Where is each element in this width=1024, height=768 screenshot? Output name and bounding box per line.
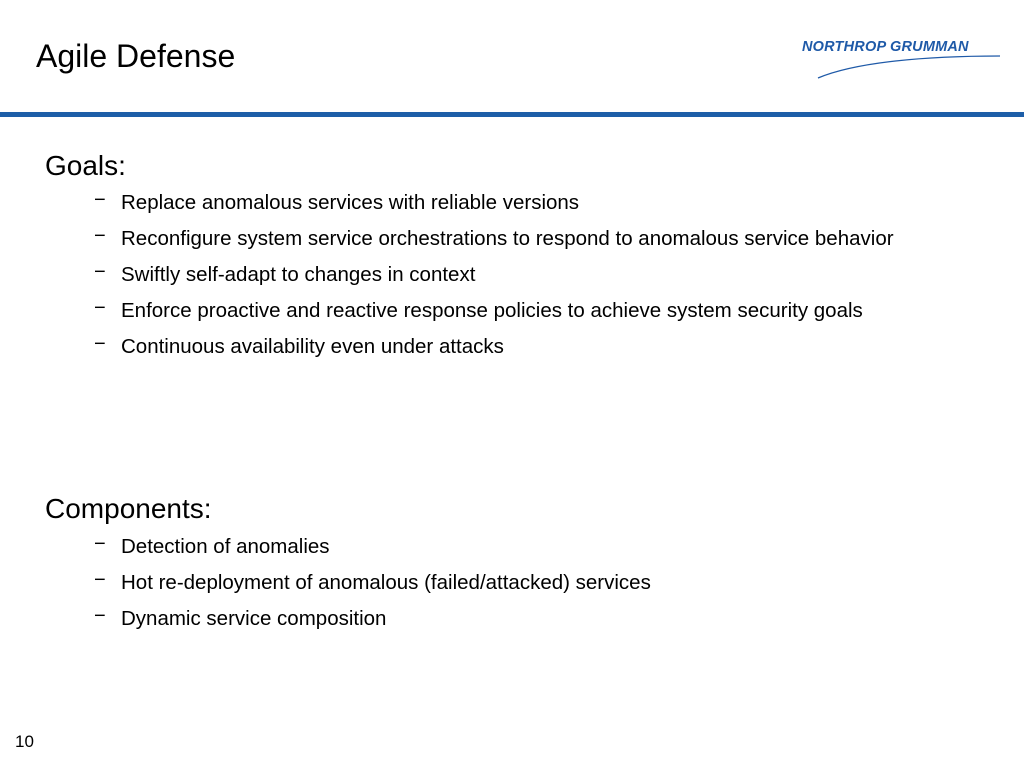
list-item [94,298,974,324]
list-item [94,262,974,288]
goal-text: Continuous availability even under attacks [121,335,504,358]
list-item [94,606,974,632]
goals-heading: Goals: [45,150,126,181]
component-text: Hot re-deployment of anomalous (failed/attacked) services [121,571,651,594]
list-item [94,534,974,560]
components-heading: Components: [45,493,212,524]
bullet-dash: − [94,189,106,211]
page-number: 10 [15,732,34,751]
component-text: Dynamic service composition [121,607,387,630]
list-item [94,334,974,360]
goal-text: Replace anomalous services with reliable versions [121,191,580,214]
northrop-grumman-logo [796,36,1002,82]
bullet-dash: − [94,569,106,591]
list-item [94,190,974,216]
bullet-dash: − [94,333,106,355]
goal-text: Swiftly self-adapt to changes in context [121,263,476,286]
list-item [94,570,974,596]
list-item [94,226,974,252]
bullet-dash: − [94,297,106,319]
bullet-dash: − [94,225,106,247]
bullet-dash: − [94,533,106,555]
logo-wordmark: NORTHROP GRUMMAN [802,39,969,55]
slide-title: Agile Defense [36,38,236,74]
title-divider [0,112,1024,117]
goal-text: Reconfigure system service orchestrations to respond to anomalous service behavior [121,227,894,250]
goals-list [94,190,974,370]
component-text: Detection of anomalies [121,535,330,558]
components-list [94,534,974,642]
bullet-dash: − [94,261,106,283]
goal-text: Enforce proactive and reactive response policies to achieve system security goals [121,299,863,322]
bullet-dash: − [94,605,106,627]
logo-swoosh-icon [796,36,1002,82]
